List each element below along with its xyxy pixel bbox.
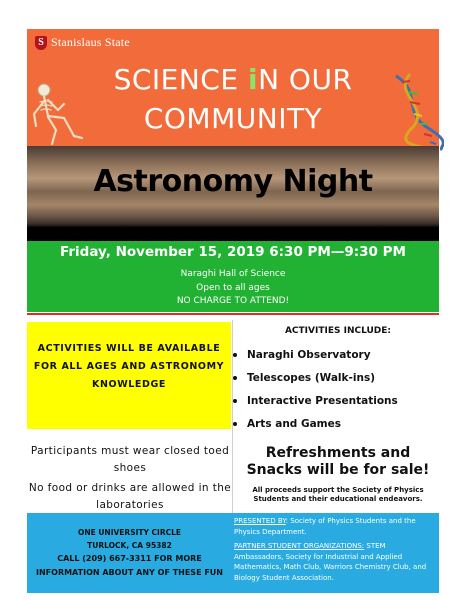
list-item: Naraghi Observatory [233, 349, 371, 361]
event-audience: Open to all ages [196, 283, 270, 293]
event-charge: NO CHARGE TO ATTEND! [176, 296, 290, 306]
event-datetime: Friday, November 15, 2019 6:30 PM—9:30 PM [60, 244, 406, 260]
title-line-2: COMMUNITY [143, 102, 323, 135]
brand-name: Stanislaus State [51, 35, 130, 49]
title-line-1: SCIENCE iN OUR [113, 63, 353, 96]
bullet-icon [233, 376, 237, 380]
contact-box [27, 513, 232, 593]
rule-food: No food or drinks are allowed in the laboratories [28, 482, 232, 511]
presented-text: : Society of Physics Students and the Physics Department. [234, 517, 416, 536]
list-item: Telescopes (Walk-ins) [233, 372, 375, 384]
proceeds-note: All proceeds support the Society of Physics Students and their educational endeavors. [252, 486, 424, 503]
event-name: Astronomy Night [93, 164, 373, 199]
address-line-2: TURLOCK, CA 95382 [87, 541, 172, 550]
university-logo [35, 35, 130, 50]
address-line-1: ONE UNIVERSITY CIRCLE [77, 528, 182, 537]
partner-text: STEM Ambassadors, Society for Industrial and Applied Mathematics, Math Club, Warriors Chemistry Club, and Biology Student Association. [234, 542, 427, 582]
activities-heading: ACTIVITIES INCLUDE: [284, 326, 392, 336]
refreshments-headline: Refreshments and Snacks will be for sale! [246, 445, 430, 478]
skeleton-icon [30, 80, 92, 146]
sponsors-text [234, 516, 434, 587]
list-item: Arts and Games [233, 418, 341, 430]
rule-shoes: Participants must wear closed toed shoes [30, 445, 230, 474]
presented-label: PRESENTED BY [234, 517, 286, 525]
shield-icon: S [35, 36, 47, 50]
divider-line [27, 313, 439, 315]
activities-note-text: ACTIVITIES WILL BE AVAILABLE FOR ALL AGES AND ASTRONOMY KNOWLEDGE [33, 343, 225, 390]
dna-helix-icon [392, 72, 444, 152]
partner-label: PARTNER STUDENT ORGANIZATIONS: [234, 542, 365, 550]
contact-line-1: CALL (209) 667-3311 FOR MORE [57, 554, 202, 563]
bullet-icon [233, 422, 237, 426]
contact-line-2: INFORMATION ABOUT ANY OF THESE FUN [36, 568, 223, 577]
list-item: Interactive Presentations [233, 395, 398, 407]
bullet-icon [233, 353, 237, 357]
title-i-letter: i [247, 63, 259, 96]
event-venue: Naraghi Hall of Science [180, 269, 286, 279]
bullet-icon [233, 399, 237, 403]
